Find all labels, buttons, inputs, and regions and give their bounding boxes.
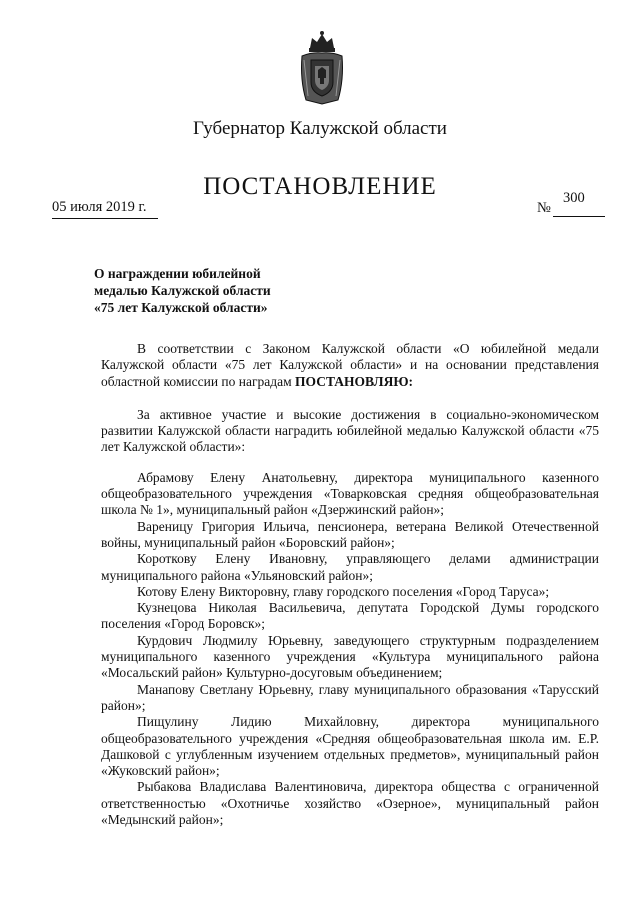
- subject-line: медалью Калужской области: [94, 283, 271, 298]
- subject-line: «75 лет Калужской области»: [94, 300, 268, 315]
- document-date: 05 июля 2019 г.: [52, 199, 158, 219]
- preamble-text: В соответствии с Законом Калужской области «О юбилейной медали Калужской области «75 лет Калужской области» и на основании представления областной комиссии по наградам: [101, 341, 599, 389]
- number-underline: [553, 202, 605, 217]
- issuing-authority: Губернатор Калужской области: [193, 118, 447, 139]
- document-body: [101, 341, 599, 828]
- awardee-item: Рыбакова Владислава Валентиновича, директора общества с ограниченной ответственностью «Охотничье хозяйство «Озерное», муниципальный район «Медынский район»;: [101, 779, 599, 828]
- subject-line: О награждении юбилейной: [94, 266, 261, 281]
- document-number-field: [537, 200, 605, 217]
- awardee-item: Пищулину Лидию Михайловну, директора муниципального общеобразовательного учреждения «Средняя общеобразовательная школа им. Е.Р. Дашковой с углубленным изучением отдельных предметов», муниципальный район «Жуковский район»;: [101, 714, 599, 779]
- number-sign: №: [537, 200, 551, 216]
- awardee-item: Манапову Светлану Юрьевну, главу муниципального образования «Тарусский район»;: [101, 681, 599, 713]
- awardee-item: Вареницу Григория Ильича, пенсионера, ветерана Великой Отечественной войны, муниципальный район «Боровский район»;: [101, 518, 599, 550]
- preamble-paragraph: [101, 341, 599, 390]
- awardee-item: Котову Елену Викторовну, главу городского поселения «Город Таруса»;: [137, 583, 550, 599]
- intro-paragraph: За активное участие и высокие достижения в социально-экономическом развитии Калужской области наградить юбилейной медалью Калужской области «75 лет Калужской области»:: [101, 406, 599, 455]
- coat-of-arms-icon: [296, 30, 348, 106]
- awardee-item: Короткову Елену Ивановну, управляющего делами администрации муниципального района «Ульяновский район»;: [101, 551, 599, 583]
- awardee-item: Абрамову Елену Анатольевну, директора муниципального казенного общеобразовательного учреждения «Товарковская средняя общеобразовательная школа № 1», муниципальный район «Дзержинский район»;: [101, 469, 599, 518]
- document-number: 300: [563, 190, 585, 206]
- document-subject: [94, 265, 314, 316]
- document-type-title: ПОСТАНОВЛЕНИЕ: [203, 173, 437, 200]
- awardee-item: Кузнецова Николая Васильевича, депутата Городской Думы городского поселения «Город Боровск»;: [101, 600, 599, 632]
- decree-word: ПОСТАНОВЛЯЮ:: [295, 373, 414, 389]
- awardee-item: Курдович Людмилу Юрьевну, заведующего структурным подразделением муниципального казенного учреждения «Культура муниципального района «Мосальский район» Культурно-досуговым объединением;: [101, 632, 599, 681]
